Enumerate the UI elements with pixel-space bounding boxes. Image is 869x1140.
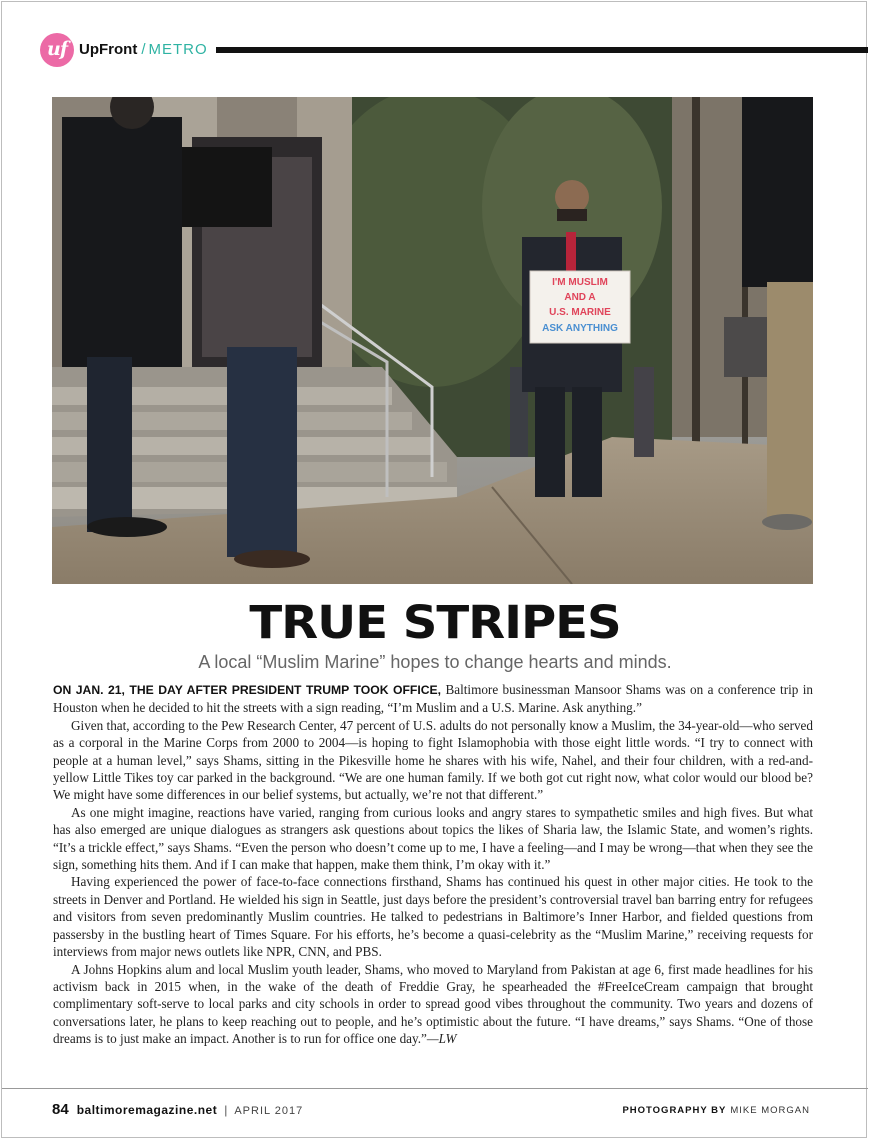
section-separator: / [141,41,146,58]
paragraph-1-text: Baltimore businessman Mansoor Shams was on a conference trip in Houston when he decided to hit the streets with a sign reading, “I’m Muslim and a U.S. Marine. Ask anything.” [53,682,813,716]
magazine-page [1,1,867,1138]
upfront-logo: uf [40,33,74,67]
subsection-name: METRO [148,41,208,58]
section-label [79,40,208,60]
folio [52,1101,303,1120]
sign-line-2: AND A [564,292,596,303]
header-rule [216,47,868,53]
signoff: —LW [426,1031,457,1047]
paragraph-1 [53,681,813,717]
sign-line-4: ASK ANYTHING [542,323,618,334]
footer-rule [2,1088,868,1089]
credit-label: PHOTOGRAPHY BY [622,1105,727,1116]
sign-line-1: I'M MUSLIM [552,277,608,288]
headline: TRUE STRIPES [249,596,621,649]
paragraph-5 [53,961,813,1048]
sign-line-3: U.S. MARINE [549,307,611,318]
lead-in: ON JAN. 21, THE DAY AFTER PRESIDENT TRUMP TOOK OFFICE, [53,683,442,697]
folio-divider: | [224,1103,228,1117]
dek: A local “Muslim Marine” hopes to change hearts and minds. [198,652,672,672]
hero-photo [52,97,813,584]
paragraph-5-text: A Johns Hopkins alum and local Muslim youth leader, Shams, who moved to Maryland from Pakistan at age 6, first made headlines for his activism back in 2015 when, in the wake of the death of Freddie Gray, he spearheaded the #FreeIceCream campaign that brought complimentary soft-serve to local parks and city schools in order to spread good vibes throughout the community. Two years and dozens of conversations later, he plans to keep reaching out to people, and he’s optimistic about the future. “I have dreams,” says Shams. “One of those dreams is to just make an impact. Another is to run for office one day.” [53,961,813,1047]
website: baltimoremagazine.net [76,1103,218,1117]
section-name: UpFront [79,41,138,58]
photo-credit [622,1104,810,1118]
credit-name: MIKE MORGAN [730,1105,810,1116]
issue-date: APRIL 2017 [234,1105,304,1117]
paragraph-2: Given that, according to the Pew Research Center, 47 percent of U.S. adults do not personally know a Muslim, the 34-year-old—who served as a corporal in the Marine Corps from 2000 to 2004—is hoping to fight Islamophobia with those eight little words. “I try to connect with people at a human level,” says Shams, sitting in the Pikesville home he shares with his wife, Nahel, and their four children, with a red-and-yellow Little Tikes toy car parked in the background. “We are one human family. If we both got cut right now, what color would our blood be? We might have some differences in our belief systems, but actually, we’re not that different.” [53,717,813,803]
paragraph-3: As one might imagine, reactions have varied, ranging from curious looks and angry stares to sympathetic smiles and high fives. But what has also emerged are unique dialogues as strangers ask questions about topics the likes of Sharia law, the Islamic State, and women’s rights. “It’s a trickle effect,” says Shams. “Even the person who doesn’t come up to me, I have a feeling—and I may be wrong—that when they see the sign, something hits them. And if I can make that happen, make them think, I’m okay with it.” [53,804,813,873]
article-body [53,681,813,1048]
page-number: 84 [52,1101,69,1118]
paragraph-4: Having experienced the power of face-to-face connections firsthand, Shams has continued his quest in other major cities. He took to the streets in Denver and Portland. He wielded his sign in Seattle, just days before the president’s controversial travel ban barring entry for refugees and visitors from seven predominantly Muslim countries. He talked to pedestrians in Baltimore’s Inner Harbor, and fielded questions from passersby in the bustling heart of Times Square. For his efforts, he’s become a quasi-celebrity as the “Muslim Marine,” receiving requests for interviews from major news outlets like NPR, CNN, and PBS. [53,874,813,960]
